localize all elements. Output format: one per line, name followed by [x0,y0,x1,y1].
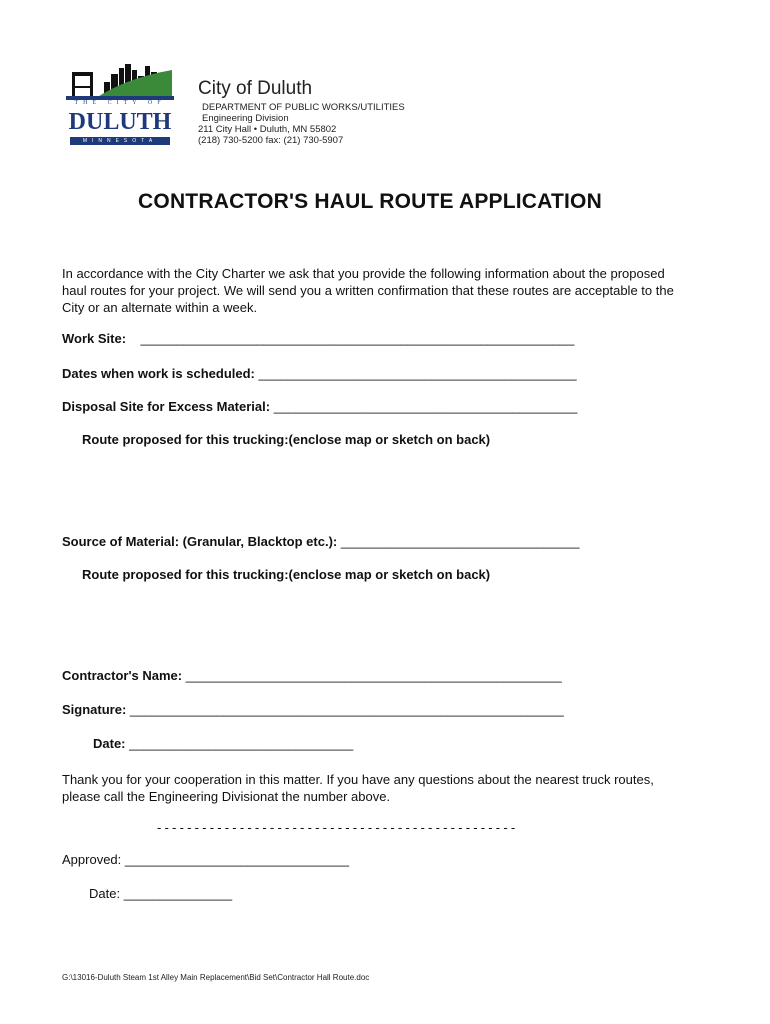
city-logo [66,60,174,150]
disposal-label: Disposal Site for Excess Material: [62,399,271,414]
file-path-footer: G:\13016-Duluth Steam 1st Alley Main Replacement\Bid Set\Contractor Hall Route.doc [62,973,370,982]
approved-date-line[interactable]: _______________ [123,886,233,901]
logo-name: DULUTH [68,109,172,135]
phone-line: (218) 730-5200 fax: (21) 730-5907 [198,135,344,146]
org-title: City of Duluth [198,78,313,99]
dates-line[interactable]: ____________________________________________ [258,366,577,381]
contractor-field[interactable] [62,668,562,684]
department-line: DEPARTMENT OF PUBLIC WORKS/UTILITIES [202,102,405,113]
signature-field[interactable] [62,702,564,718]
date-line[interactable]: _______________________________ [129,736,354,751]
work-site-label: Work Site: [62,331,127,346]
signature-line[interactable]: ____________________________________________________________ [129,702,564,717]
signature-label: Signature: [62,702,127,717]
work-site-line[interactable]: ____________________________________________________________ [140,331,575,346]
date-field[interactable] [93,736,353,752]
approved-line[interactable]: _______________________________ [124,852,350,867]
approved-label: Approved: [62,852,122,867]
division-line: Engineering Division [202,113,289,124]
contractor-label: Contractor's Name: [62,668,183,683]
route-note-2: Route proposed for this trucking:(enclose map or sketch on back) [82,567,491,582]
dates-label: Dates when work is scheduled: [62,366,255,381]
source-label: Source of Material: (Granular, Blacktop etc.): [62,534,338,549]
org-header [198,78,405,146]
approved-date-field[interactable] [89,886,232,902]
approved-date-label: Date: [89,886,121,901]
source-field[interactable] [62,534,579,550]
skyline-icon [66,60,174,100]
date-label: Date: [93,736,126,751]
intro-paragraph: In accordance with the City Charter we ask that you provide the following information about the proposed haul routes for your project. We will send you a written confirmation that these routes are acceptable to the City or an alternate within a week. [62,266,674,315]
logo-top-text: THE CITY OF [74,100,166,106]
route-note-1: Route proposed for this trucking:(enclose map or sketch on back) [82,432,491,447]
disposal-field[interactable] [62,399,577,415]
dates-field[interactable] [62,366,577,382]
address-line: 211 City Hall • Duluth, MN 55802 [198,124,337,135]
logo-state: MINNESOTA [70,137,170,145]
contractor-line[interactable]: ____________________________________________________ [185,668,562,683]
work-site-field[interactable] [62,331,574,347]
thanks-paragraph: Thank you for your cooperation in this matter. If you have any questions about the nearest truck routes, please call the Engineering Divisionat the number above. [62,772,654,804]
source-line[interactable]: _________________________________ [340,534,580,549]
approved-field[interactable] [62,852,349,868]
divider: ------------------------------------------------ [157,820,519,835]
disposal-line[interactable]: __________________________________________ [273,399,578,414]
document-title: CONTRACTOR'S HAUL ROUTE APPLICATION [138,190,602,213]
